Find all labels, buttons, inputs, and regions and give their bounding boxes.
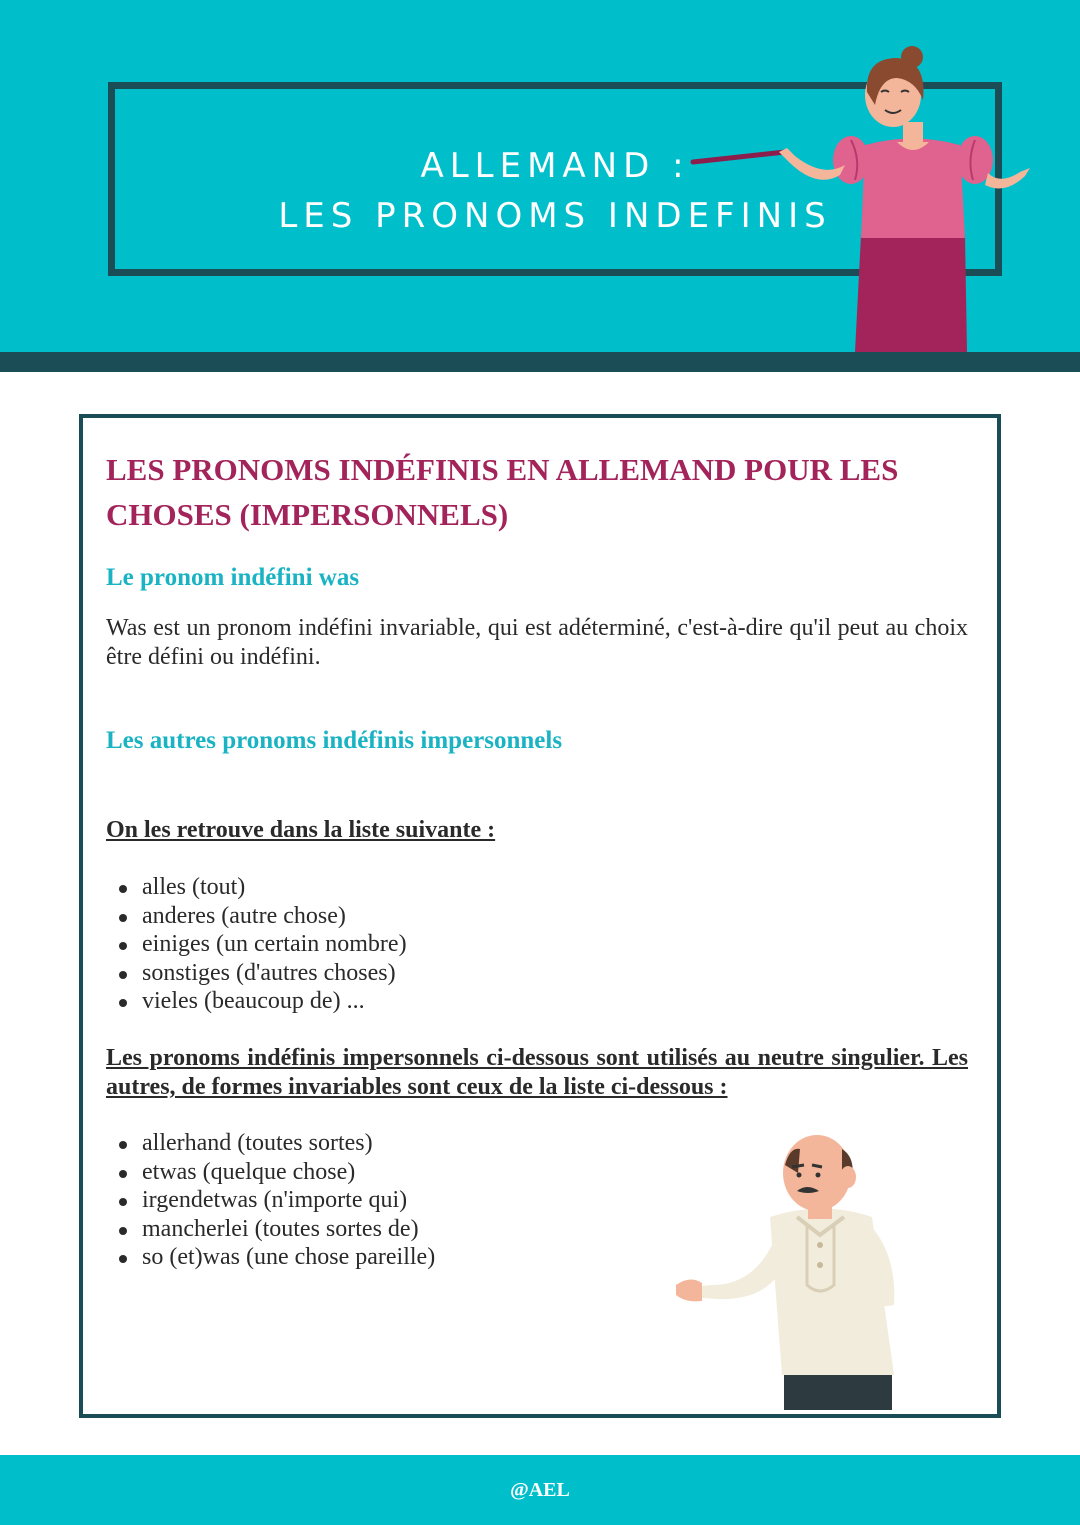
list-item: etwas (quelque chose) — [106, 1158, 435, 1187]
section-title — [106, 447, 966, 537]
footer-credit: @AEL — [510, 1479, 570, 1501]
section-title-line-2: CHOSES (IMPERSONNELS) — [106, 497, 509, 532]
list-item: vieles (beaucoup de) ... — [106, 987, 407, 1016]
list-item: allerhand (toutes sortes) — [106, 1129, 435, 1158]
list-item: alles (tout) — [106, 873, 407, 902]
title-line-1: ALLEMAND : — [420, 146, 690, 186]
list2 — [106, 1129, 435, 1272]
footer-bar — [0, 1455, 1080, 1525]
list-item: einiges (un certain nombre) — [106, 930, 407, 959]
list1 — [106, 873, 407, 1016]
section-title-line-1: LES PRONOMS INDÉFINIS EN ALLEMAND POUR LES — [106, 452, 899, 487]
header-band — [0, 352, 1080, 372]
subheading-was: Le pronom indéfini was — [106, 564, 360, 591]
subheading-autres: Les autres pronoms indéfinis impersonnels — [106, 727, 563, 754]
paragraph-was: Was est un pronom indéfini invariable, qui est adéterminé, c'est-à-dire qu'il peut au choix être défini ou indéfini. — [106, 615, 968, 670]
title-line-2: LES PRONOMS INDEFINIS — [278, 196, 832, 236]
list-item: so (et)was (une chose pareille) — [106, 1243, 435, 1272]
teacher-man-illustration — [672, 1125, 912, 1410]
list1-heading: On les retrouve dans la liste suivante : — [106, 817, 496, 843]
list-item: irgendetwas (n'importe qui) — [106, 1186, 435, 1215]
list-item: anderes (autre chose) — [106, 902, 407, 931]
list-item: sonstiges (d'autres choses) — [106, 959, 407, 988]
list2-heading: Les pronoms indéfinis impersonnels ci-dessous sont utilisés au neutre singulier. Les autres, de formes invariables sont ceux de la liste ci-dessous : — [106, 1045, 968, 1100]
teacher-woman-illustration — [675, 40, 1035, 355]
list-item: mancherlei (toutes sortes de) — [106, 1215, 435, 1244]
